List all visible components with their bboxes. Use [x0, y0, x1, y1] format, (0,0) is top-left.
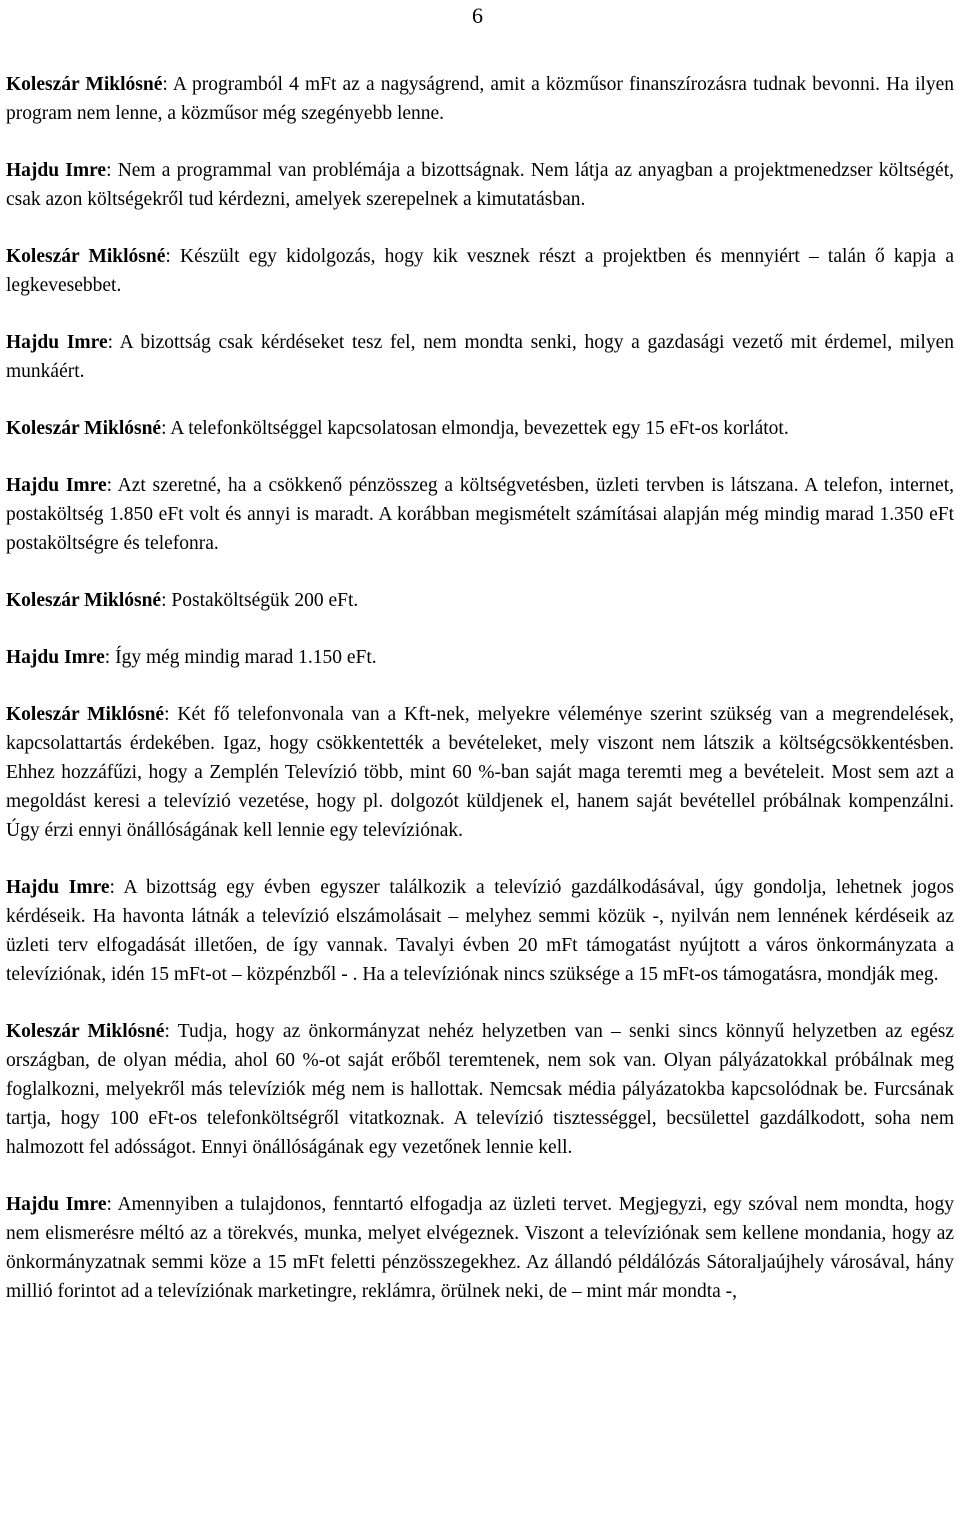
speaker-name: Hajdu Imre [6, 475, 107, 496]
paragraph-1 [6, 70, 954, 128]
paragraph-3 [6, 242, 954, 300]
speaker-name: Koleszár Miklósné [6, 246, 166, 267]
speaker-name: Koleszár Miklósné [6, 590, 162, 611]
paragraph-8 [6, 643, 954, 672]
paragraph-text: : Nem a programmal van problémája a bizottságnak. Nem látja az anyagban a projektmenedzser költségét, csak azon költségekről tud kérdezni, amelyek szerepelnek a kimutatásban. [6, 160, 954, 210]
page-number: 6 [472, 3, 483, 28]
speaker-name: Hajdu Imre [6, 332, 108, 353]
paragraph-text: : A bizottság egy évben egyszer találkozik a televízió gazdálkodásával, úgy gondolja, lehetnek jogos kérdéseik. Ha havonta látnák a televízió elszámolásait – melyhez semmi közük -, nyilván nem lennének kérdéseik az üzleti terv elfogadását illetően, de így vannak. Tavalyi évben 20 mFt támogatást nyújtott a város önkormányzata a televíziónak, idén 15 mFt-ot – közpénzből - . Ha a televíziónak nincs szüksége a 15 mFt-os támogatásra, mondják meg. [6, 877, 954, 985]
paragraph-7 [6, 586, 954, 615]
paragraph-text: : Készült egy kidolgozás, hogy kik vesznek részt a projektben és mennyiért – talán ő kapja a legkevesebbet. [6, 246, 955, 296]
paragraph-6 [6, 471, 954, 558]
speaker-name: Hajdu Imre [6, 160, 107, 181]
paragraph-text: : Tudja, hogy az önkormányzat nehéz helyzetben van – senki sincs könnyű helyzetben az egész országban, de olyan média, ahol 60 %-ot saját erőből teremtenek, nem sok van. Olyan pályázatokkal próbálnak meg foglalkozni, melyekről más televíziók még nem is hallottak. Nemcsak média pályázatokba kapcsolódnak be. Furcsának tartja, hogy 100 eFt-os telefonköltségről vitatkoznak. A televízió tisztességgel, becsülettel gazdálkodott, soha nem halmozott fel adósságot. Ennyi önállóságának egy vezetőnek lennie kell. [6, 1021, 954, 1158]
paragraph-text: : Amennyiben a tulajdonos, fenntartó elfogadja az üzleti tervet. Megjegyzi, egy szóval nem mondta, hogy nem elismerésre méltó az a törekvés, munka, melyet elvégeznek. Viszont a televíziónak sem kellene mondania, hogy az önkormányzatnak semmi köze a 15 mFt feletti pénzösszegekhez. Az állandó példálózás Sátoraljaújhely városával, hány millió forintot ad a televíziónak marketingre, reklámra, örülnek neki, de – mint már mondta -, [6, 1194, 954, 1302]
paragraph-text: : Azt szeretné, ha a csökkenő pénzösszeg a költségvetésben, üzleti tervben is látszana. A telefon, internet, postaköltség 1.850 eFt volt és annyi is maradt. A korábban megismételt számításai alapján még mindig marad 1.350 eFt postaköltségre és telefonra. [6, 475, 954, 554]
paragraph-text: : Két fő telefonvonala van a Kft-nek, melyekre véleménye szerint szükség van a megrendelések, kapcsolattartás érdekében. Igaz, hogy csökkentették a bevételeket, mely viszont nem látszik a költségcsökkentésben. Ehhez hozzáfűzi, hogy a Zemplén Televízió több, mint 60 %-ban saját maga teremti meg a bevételeit. Most sem azt a megoldást keresi a televízió vezetése, hogy pl. dolgozót küldjenek el, hanem saját bevétellel próbálnak kompenzálni. Úgy érzi ennyi önállóságának kell lennie egy televíziónak. [6, 704, 954, 841]
speaker-name: Hajdu Imre [6, 1194, 107, 1215]
paragraph-text: : A bizottság csak kérdéseket tesz fel, nem mondta senki, hogy a gazdasági vezető mit érdemel, milyen munkáért. [6, 332, 954, 382]
paragraph-12 [6, 1190, 954, 1306]
paragraph-text: : Postaköltségük 200 eFt. [161, 590, 359, 611]
paragraph-text: : Így még mindig marad 1.150 eFt. [104, 647, 377, 668]
paragraph-9 [6, 700, 954, 845]
speaker-name: Hajdu Imre [6, 877, 110, 898]
paragraph-11 [6, 1017, 954, 1162]
paragraph-5 [6, 414, 954, 443]
paragraph-text: : A programból 4 mFt az a nagyságrend, amit a közműsor finanszírozásra tudnak bevonni. Ha ilyen program nem lenne, a közműsor még szegényebb lenne. [6, 74, 954, 124]
speaker-name: Koleszár Miklósné [6, 74, 163, 95]
paragraph-10 [6, 873, 954, 989]
speaker-name: Hajdu Imre [6, 647, 105, 668]
paragraph-text: : A telefonköltséggel kapcsolatosan elmondja, bevezettek egy 15 eFt-os korlátot. [161, 418, 789, 439]
speaker-name: Koleszár Miklósné [6, 418, 162, 439]
speaker-name: Koleszár Miklósné [6, 1021, 165, 1042]
speaker-name: Koleszár Miklósné [6, 704, 165, 725]
paragraph-4 [6, 328, 954, 386]
document-body [6, 70, 954, 1334]
paragraph-2 [6, 156, 954, 214]
